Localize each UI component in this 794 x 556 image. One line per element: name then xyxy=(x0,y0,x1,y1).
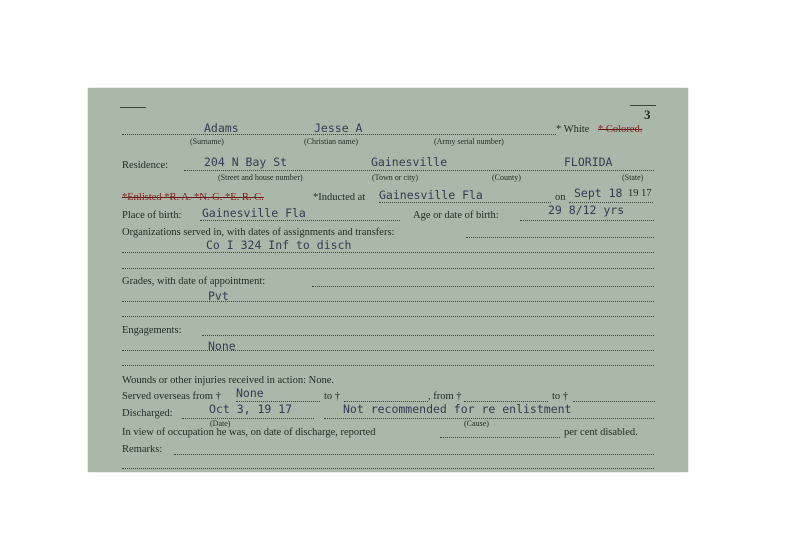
caption-street: (Street and house number) xyxy=(218,173,303,182)
discharged-label: Discharged: xyxy=(122,408,173,419)
race-colored-struck: * Colored. xyxy=(598,124,643,135)
engagements-line-1 xyxy=(202,335,654,336)
remarks-line-2 xyxy=(122,468,654,469)
town-value: Gainesville xyxy=(371,155,448,169)
caption-christian-name: (Christian name) xyxy=(304,137,358,146)
caption-county: (County) xyxy=(492,173,521,182)
engagements-line-3 xyxy=(122,365,654,366)
organizations-line-3 xyxy=(122,268,654,269)
age-label: Age or date of birth: xyxy=(413,210,499,221)
race-white-label: * White xyxy=(556,124,590,135)
disability-text: In view of occupation he was, on date of discharge, reported xyxy=(122,427,376,438)
caption-discharge-date: (Date) xyxy=(210,419,231,428)
state-value: FLORIDA xyxy=(564,155,613,169)
organizations-value: Co I 324 Inf to disch xyxy=(206,238,352,252)
street-value: 204 N Bay St xyxy=(204,155,288,169)
age-line xyxy=(520,220,654,221)
overseas-from-label-2: , from † xyxy=(428,391,462,402)
remarks-line-1 xyxy=(174,454,654,455)
organizations-label: Organizations served in, with dates of assignments and transfers: xyxy=(122,227,395,238)
grades-line-1 xyxy=(312,286,654,287)
caption-discharge-cause: (Cause) xyxy=(464,419,489,428)
place-of-birth-line xyxy=(200,220,400,221)
grades-label: Grades, with date of appointment: xyxy=(122,276,266,287)
overseas-to-label: to † xyxy=(324,391,341,402)
grades-line-2 xyxy=(122,301,654,302)
card-number: 3 xyxy=(644,107,651,122)
overseas-to-label-2: to † xyxy=(552,391,569,402)
served-overseas-label: Served overseas from † xyxy=(122,391,221,402)
caption-state: (State) xyxy=(622,173,644,182)
surname-value: Adams xyxy=(204,121,239,135)
caption-surname: (Surname) xyxy=(190,137,224,146)
remarks-label: Remarks: xyxy=(122,444,163,455)
inducted-label: *Inducted at xyxy=(313,192,366,203)
engagements-line-2 xyxy=(122,350,654,351)
age-value: 29 8/12 yrs xyxy=(548,203,625,217)
engagements-label: Engagements: xyxy=(122,325,182,336)
caption-serial-number: (Army serial number) xyxy=(434,137,504,146)
enlistment-options-struck: *Enlisted *R. A. *N. G. *E. R. C. xyxy=(122,192,264,203)
place-of-birth-label: Place of birth: xyxy=(122,210,182,221)
grades-value: Pvt xyxy=(208,289,229,303)
discharge-cause-line xyxy=(324,418,654,419)
inducted-year-value: 19 17 xyxy=(628,188,652,199)
on-label: on xyxy=(555,192,566,203)
overseas-to-line-2 xyxy=(573,401,655,402)
residence-label: Residence: xyxy=(122,160,169,171)
organizations-line-1 xyxy=(466,237,654,238)
organizations-line-2 xyxy=(122,252,654,253)
inducted-place-value: Gainesville Fla xyxy=(379,188,483,202)
place-of-birth-value: Gainesville Fla xyxy=(202,206,306,220)
service-record-card xyxy=(88,88,688,472)
inducted-date-value: Sept 18 xyxy=(574,186,623,200)
engagements-value: None xyxy=(208,339,236,353)
discharge-date-line xyxy=(182,418,314,419)
wounds-text: Wounds or other injuries received in action: None. xyxy=(122,375,335,386)
top-right-rule xyxy=(630,105,656,106)
caption-town: (Town or city) xyxy=(372,173,419,182)
inducted-line xyxy=(379,202,551,203)
discharge-date-value: Oct 3, 19 17 xyxy=(209,402,293,416)
grades-line-3 xyxy=(122,316,654,317)
disability-suffix: per cent disabled. xyxy=(564,427,638,438)
christian-name-value: Jesse A xyxy=(314,121,363,135)
served-overseas-value: None xyxy=(236,386,264,400)
top-left-rule xyxy=(120,107,146,108)
disability-line xyxy=(440,437,560,438)
discharge-cause-value: Not recommended for re enlistment xyxy=(343,402,572,416)
residence-line xyxy=(184,170,654,171)
